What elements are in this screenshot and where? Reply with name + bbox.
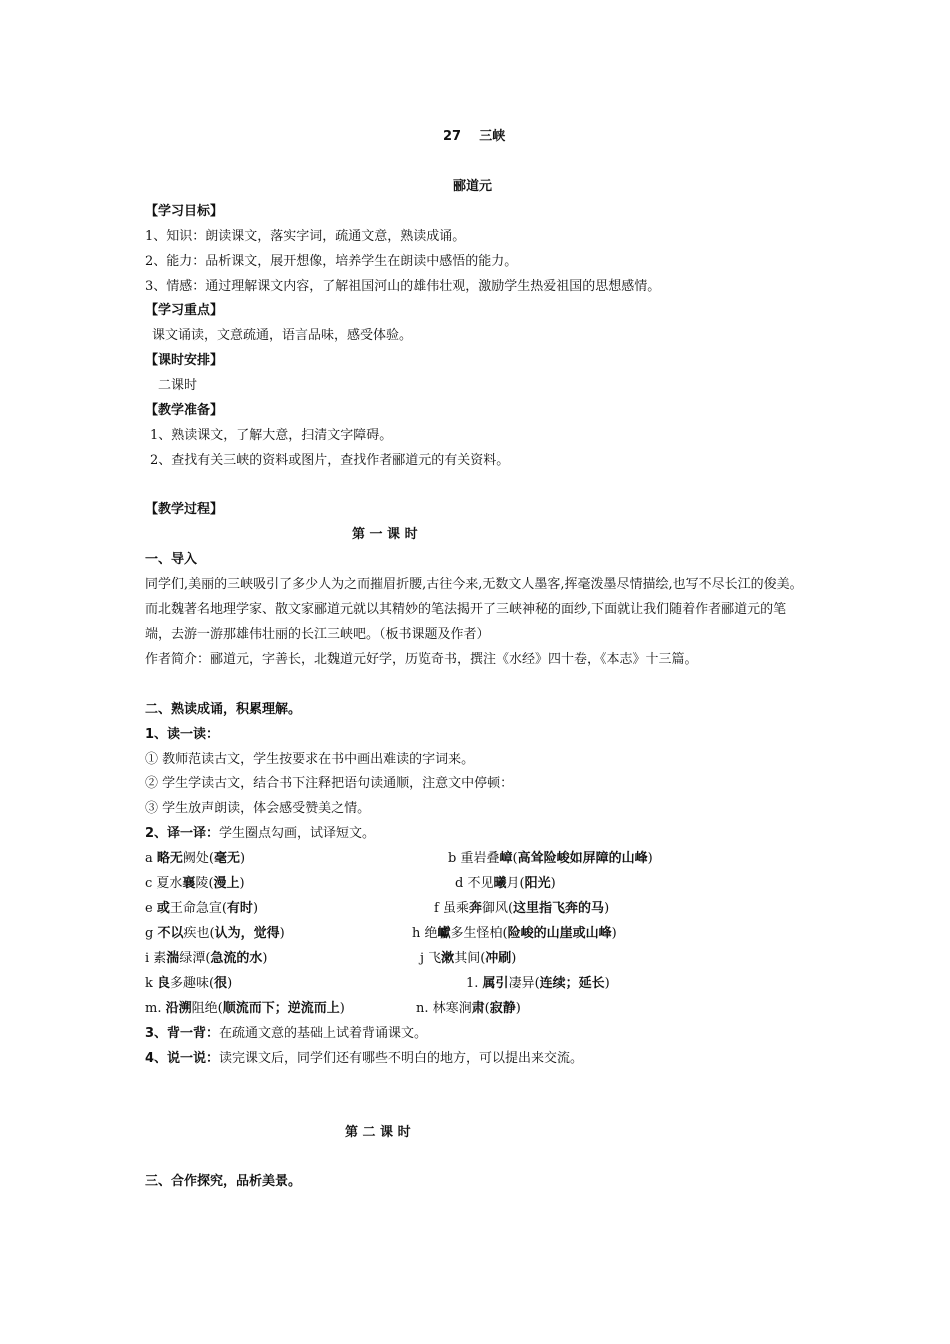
vocab-bold-text: 急流的水 xyxy=(210,951,263,966)
vocab-text: 多趣味( xyxy=(170,976,215,991)
vocab-text: 绿潭( xyxy=(179,951,211,966)
intro-text: 同学们,美丽的三峡吸引了多少人为之而摧眉折腰,古往今来,无数文人墨客,挥毫泼墨尽情描绘,也写不尽长江的俊美。而北魏著名地理学家、散文家郦道元就以其精妙的笔法揭开了三峡神秘的面纱,下面就让我们随着作者郦道元的笔端，去游一游那雄伟壮丽的长江三峡吧。（板书课题及作者） xyxy=(145,577,803,642)
vocab-text: m. xyxy=(145,1001,166,1016)
read-item-2: ② 学生学读古文，结合书下注释把语句读通顺，注意文中停顿： xyxy=(145,776,514,791)
vocab-text: ) xyxy=(227,976,233,991)
vocab-item xyxy=(145,950,267,968)
vocab-text: ) xyxy=(604,976,610,991)
translate-label: 2、译一译： xyxy=(145,826,220,841)
vocab-item xyxy=(145,975,232,993)
vocab-text: e xyxy=(145,901,157,916)
vocab-bold-text: 属引 xyxy=(482,976,509,991)
vocab-bold-text: 不以 xyxy=(157,926,184,941)
discuss-line xyxy=(145,1050,583,1068)
vocab-bold-text: 巘 xyxy=(437,926,451,941)
vocab-text: h 绝 xyxy=(412,926,438,941)
author-intro: 作者简介：郦道元，字善长，北魏道元好学，历览奇书，撰注《水经》四十卷，《本志》十三篇。 xyxy=(145,652,698,667)
vocab-text: ) xyxy=(511,951,517,966)
vocab-text: 陵( xyxy=(195,876,214,891)
vocab-text: ) xyxy=(339,1001,345,1016)
vocab-bold-text: 顺流而下；逆流而上 xyxy=(222,1001,340,1016)
vocab-bold-text: 高耸险峻如屏障的山峰 xyxy=(517,851,648,866)
vocab-bold-text: 很 xyxy=(214,976,228,991)
vocab-text: j 飞 xyxy=(420,951,442,966)
process-heading: 【教学过程】 xyxy=(145,502,224,517)
vocab-text: f 虽乘 xyxy=(434,901,469,916)
vocab-item xyxy=(416,1000,521,1018)
author-name: 郦道元 xyxy=(453,179,493,194)
prep-item-1: 1、熟读课文，了解大意，扫清文字障碍。 xyxy=(150,428,393,443)
vocab-text: d 不见 xyxy=(455,876,494,891)
vocab-text: c 夏水 xyxy=(145,876,183,891)
vocab-text: 月( xyxy=(506,876,525,891)
intro-heading: 一、导入 xyxy=(145,552,198,567)
focus-heading: 【学习重点】 xyxy=(145,303,224,318)
prep-heading: 【教学准备】 xyxy=(145,403,224,418)
vocab-text: n. 林寒涧 xyxy=(416,1001,472,1016)
schedule-heading: 【课时安排】 xyxy=(145,353,224,368)
vocab-bold-text: 略无 xyxy=(156,851,183,866)
vocab-bold-text: 良 xyxy=(157,976,171,991)
vocab-text: 多生怪柏( xyxy=(450,926,508,941)
objectives-heading: 【学习目标】 xyxy=(145,204,224,219)
vocab-item xyxy=(420,950,516,968)
vocab-bold-text: 寂静 xyxy=(489,1001,516,1016)
focus-text: 课文诵读，文意疏通，语言品味，感受体验。 xyxy=(152,328,413,343)
lesson-title xyxy=(443,128,505,146)
lesson-number: 27 xyxy=(443,129,462,144)
vocab-bold-text: 冲刷 xyxy=(485,951,512,966)
vocab-item xyxy=(145,900,258,918)
schedule-text: 二课时 xyxy=(158,378,198,393)
vocab-text: b 重岩叠 xyxy=(448,851,500,866)
translate-text: 学生圈点勾画，试译短文。 xyxy=(219,826,376,841)
vocab-text: ) xyxy=(279,926,285,941)
vocab-bold-text: 沿溯 xyxy=(165,1001,192,1016)
vocab-item xyxy=(455,875,556,893)
vocab-bold-text: 认为，觉得 xyxy=(214,926,280,941)
vocab-bold-text: 湍 xyxy=(166,951,180,966)
vocab-bold-text: 肃 xyxy=(471,1001,485,1016)
vocab-text: ) xyxy=(550,876,556,891)
section3-heading: 三、合作探究，品析美景。 xyxy=(145,1174,302,1189)
objective-knowledge: 1、知识：朗读课文，落实字词，疏通文意，熟读成诵。 xyxy=(145,229,466,244)
recite-line xyxy=(145,1025,427,1043)
vocab-item xyxy=(145,850,245,868)
vocab-bold-text: 曦 xyxy=(493,876,507,891)
vocab-text: 阙处( xyxy=(182,851,214,866)
lesson1-heading: 第 一 课 时 xyxy=(352,527,418,542)
vocab-text: k xyxy=(145,976,158,991)
vocab-text: ) xyxy=(262,951,268,966)
vocab-text: ) xyxy=(240,851,246,866)
vocab-bold-text: 有时 xyxy=(226,901,253,916)
vocab-text: 凄异( xyxy=(508,976,540,991)
vocab-text: ) xyxy=(647,851,653,866)
vocab-text: ) xyxy=(239,876,245,891)
vocab-bold-text: 襄 xyxy=(182,876,196,891)
vocab-text: ( xyxy=(512,851,518,866)
read-item-3: ③ 学生放声朗读，体会感受赞美之情。 xyxy=(145,801,371,816)
vocab-text: 1. xyxy=(466,976,483,991)
vocab-text: g xyxy=(145,926,158,941)
vocab-bold-text: 嶂 xyxy=(499,851,513,866)
vocab-item xyxy=(466,975,610,993)
vocab-item xyxy=(145,925,285,943)
vocab-item xyxy=(145,875,245,893)
vocab-text: ( xyxy=(484,1001,490,1016)
vocab-text: 阻绝( xyxy=(191,1001,223,1016)
translate-line xyxy=(145,825,375,843)
vocab-item xyxy=(412,925,617,943)
vocab-bold-text: 漫上 xyxy=(213,876,240,891)
vocab-text: ) xyxy=(515,1001,521,1016)
objective-ability: 2、能力：品析课文，展开想像，培养学生在朗读中感悟的能力。 xyxy=(145,254,518,269)
vocab-text: ) xyxy=(611,926,617,941)
vocab-bold-text: 阳光 xyxy=(524,876,551,891)
lesson-name: 三峡 xyxy=(479,129,506,144)
discuss-label: 4、说一说： xyxy=(145,1051,220,1066)
vocab-text: a xyxy=(145,851,157,866)
vocab-item xyxy=(145,1000,345,1018)
vocab-bold-text: 毫无 xyxy=(213,851,240,866)
vocab-item xyxy=(448,850,653,868)
vocab-bold-text: 这里指飞奔的马 xyxy=(513,901,605,916)
vocab-bold-text: 连续；延长 xyxy=(539,976,605,991)
vocab-item xyxy=(434,900,609,918)
vocab-bold-text: 险峻的山崖或山峰 xyxy=(507,926,612,941)
objective-emotion: 3、情感：通过理解课文内容，了解祖国河山的雄伟壮观，激励学生热爱祖国的思想感情。 xyxy=(145,279,661,294)
recite-label: 3、背一背： xyxy=(145,1026,220,1041)
read-heading: 1、读一读： xyxy=(145,727,220,742)
lesson2-heading: 第 二 课 时 xyxy=(345,1125,411,1140)
vocab-text: i 素 xyxy=(145,951,167,966)
vocab-text: ) xyxy=(252,901,259,916)
vocab-text: 疾也( xyxy=(183,926,215,941)
vocab-bold-text: 或 xyxy=(156,901,170,916)
vocab-text: 其间( xyxy=(454,951,486,966)
section2-heading: 二、熟读成诵，积累理解。 xyxy=(145,702,302,717)
discuss-text: 读完课文后，同学们还有哪些不明白的地方，可以提出来交流。 xyxy=(219,1051,584,1066)
read-item-1: ① 教师范读古文，学生按要求在书中画出难读的字词来。 xyxy=(145,752,475,767)
vocab-bold-text: 漱 xyxy=(441,951,455,966)
vocab-text: ) xyxy=(604,901,610,916)
vocab-bold-text: 奔 xyxy=(468,901,482,916)
vocab-text: 王命急宣( xyxy=(169,901,227,916)
recite-text: 在疏通文意的基础上试着背诵课文。 xyxy=(219,1026,428,1041)
prep-item-2: 2、查找有关三峡的资料或图片，查找作者郦道元的有关资料。 xyxy=(150,453,510,468)
vocab-text: 御风( xyxy=(481,901,514,916)
